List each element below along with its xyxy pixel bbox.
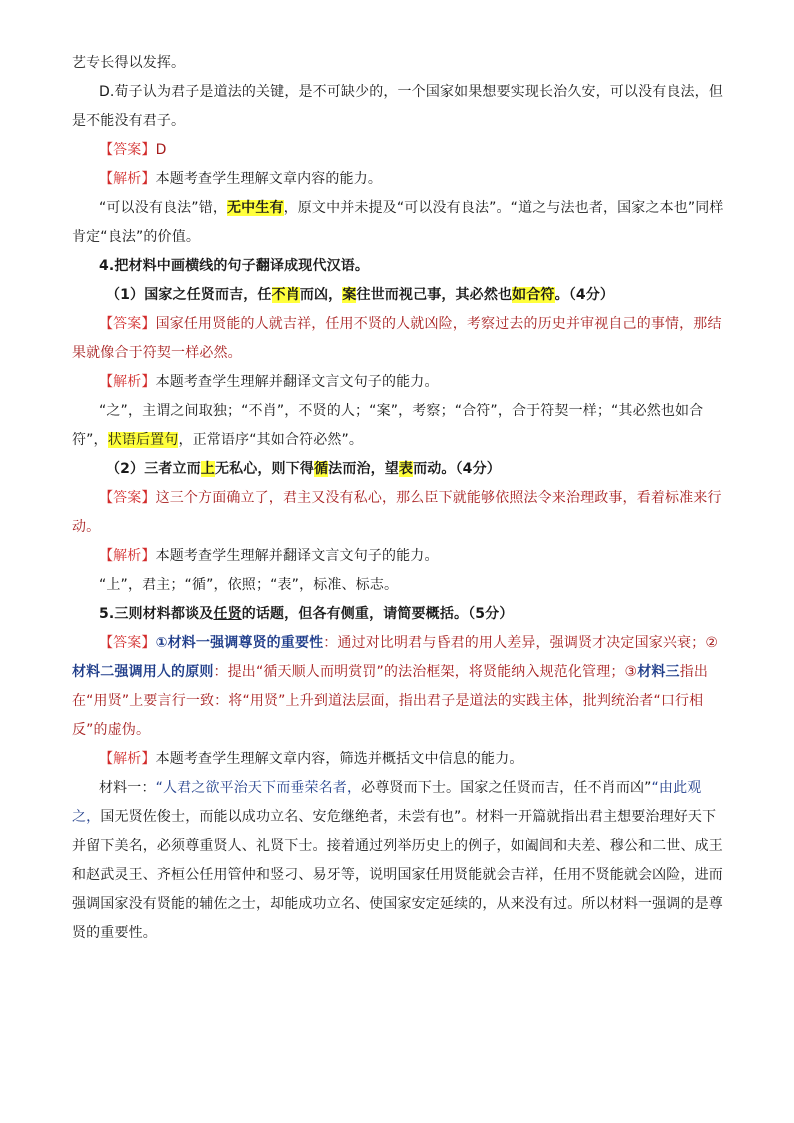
question-4-1 xyxy=(72,281,726,310)
analysis-tag: 【解析】 xyxy=(99,548,156,564)
analysis-tag: 【解析】 xyxy=(99,171,156,187)
q5-analysis xyxy=(72,745,726,774)
analysis-text: 必尊贤而下士。国家之任贤而吉，任不肖而凶” xyxy=(361,780,652,796)
answer-point-label: ①材料一强调尊贤的重要性 xyxy=(155,635,324,651)
q5-analysis-detail xyxy=(72,774,726,948)
question-text: 5.三则材料都谈及 xyxy=(99,606,214,622)
highlight: 案 xyxy=(342,287,357,303)
answer-text: 国家任用贤能的人就吉祥，任用不贤的人就凶险，考察过去的历史并审视自己的事情，那结果就像合于符契一样必然。 xyxy=(72,316,722,361)
q3-analysis-detail xyxy=(72,194,726,252)
q4-1-analysis xyxy=(72,368,726,397)
quote-text: “人君之欲平治天下而垂荣名者， xyxy=(155,780,362,796)
answer-point-label: 材料二强调用人的原则 xyxy=(72,664,214,680)
highlight: 如合符 xyxy=(512,287,555,303)
question-text: 而凶， xyxy=(299,287,343,303)
question-text: 而动。（4分） xyxy=(413,461,501,477)
text-line: 艺专长得以发挥。 xyxy=(72,55,186,71)
document-content xyxy=(72,49,726,948)
answer-text: D xyxy=(155,142,167,158)
q4-2-answer xyxy=(72,484,726,542)
quote-text: “由此观之， xyxy=(72,780,702,825)
analysis-tag: 【解析】 xyxy=(99,751,156,767)
answer-text: ：通过对比明君与昏君的用人差异，强调贤才决定国家兴衰；② xyxy=(323,635,719,651)
analysis-tag: 【解析】 xyxy=(99,374,156,390)
analysis-text: 材料一： xyxy=(99,780,156,796)
answer-text: ：将“用贤”上升到道法层面，指出君子是道法的实践主体，批判统治者“口行相反”的虚伪。 xyxy=(72,693,704,738)
highlight: 循 xyxy=(314,461,329,477)
question-text: 无私心，则下得 xyxy=(214,461,315,477)
analysis-text: 本题考查学生理解文章内容的能力。 xyxy=(155,171,383,187)
analysis-text: ，原文中并未提及“可以没有良法”。“道之与法也者，国家之本也”同样肯定“良法”的价值。 xyxy=(72,200,724,245)
q5-answer xyxy=(72,629,726,745)
question-5 xyxy=(72,600,726,629)
question-text: 的话题，但各有侧重，请简要概括。（5分） xyxy=(241,606,514,622)
question-4: 4.把材料中画横线的句子翻译成现代汉语。 xyxy=(99,258,370,274)
question-text: （2）三者立而 xyxy=(106,461,201,477)
q4-2-analysis-detail: “上”，君主；“循”，依照；“表”，标准、标志。 xyxy=(99,577,399,593)
answer-text: 这三个方面确立了，君主又没有私心，那么臣下就能够依照法令来治理政事，看着标准来行动。 xyxy=(72,490,722,535)
question-text: （1）国家之任贤而吉，任 xyxy=(106,287,272,303)
analysis-text: “可以没有良法”错， xyxy=(99,200,228,216)
answer-tag: 【答案】 xyxy=(99,316,156,332)
q3-answer xyxy=(72,136,726,165)
question-text: 往世而视己事，其必然也 xyxy=(356,287,513,303)
q3-analysis xyxy=(72,165,726,194)
analysis-text: 国无贤佐俊士，而能以成功立名、安危继绝者，未尝有也”。材料一开篇就指出君主想要治理好天下并留下美名，必须尊重贤人、礼贤下士。接着通过列举历史上的例子，如阖闾和夫差、穆公和二世、成王和赵武灵王、齐桓公任用管仲和竖刁、易牙等，说明国家任用贤能就会吉祥，任用不贤能就会凶险，进而强调国家没有贤能的辅佐之士，却能成功立名、使国家安定延续的，从来没有过。所以材料一强调的是尊贤的重要性。 xyxy=(72,809,723,941)
highlight: 状语后置句 xyxy=(107,432,179,448)
analysis-text: ，正常语序“其如合符必然”。 xyxy=(178,432,364,448)
highlight: 不肖 xyxy=(271,287,300,303)
answer-tag: 【答案】 xyxy=(99,635,156,651)
answer-point-label: 材料三 xyxy=(637,664,680,680)
analysis-text: 本题考查学生理解文章内容，筛选并概括文中信息的能力。 xyxy=(155,751,524,767)
answer-tag: 【答案】 xyxy=(99,142,156,158)
answer-text: 指出在“用贤”上要言行一致 xyxy=(72,664,708,709)
question-4-2 xyxy=(72,455,726,484)
answer-text: ：提出“循天顺人而明赏罚”的法治框架，将贤能纳入规范化管理；③ xyxy=(213,664,638,680)
q4-1-analysis-detail xyxy=(72,397,726,455)
question-text: 。（4分） xyxy=(554,287,615,303)
q4-2-analysis xyxy=(72,542,726,571)
q4-1-answer xyxy=(72,310,726,368)
highlight: 表 xyxy=(398,461,414,477)
analysis-text: “之”，主谓之间取独；“不肖”，不贤的人；“案”，考察；“合符”，合于符契一样；“其必然也如合符”， xyxy=(72,403,704,448)
option-d: D.荀子认为君子是道法的关键，是不可缺少的，一个国家如果想要实现长治久安，可以没有良法，但是不能没有君子。 xyxy=(72,84,723,129)
highlight: 无中生有 xyxy=(227,200,284,216)
analysis-text: 本题考查学生理解并翻译文言文句子的能力。 xyxy=(155,374,439,390)
underlined-text: 任贤 xyxy=(213,606,242,622)
question-text: 法而治，望 xyxy=(328,461,399,477)
highlight: 上 xyxy=(200,461,215,477)
analysis-text: 本题考查学生理解并翻译文言文句子的能力。 xyxy=(155,548,439,564)
answer-tag: 【答案】 xyxy=(99,490,156,506)
